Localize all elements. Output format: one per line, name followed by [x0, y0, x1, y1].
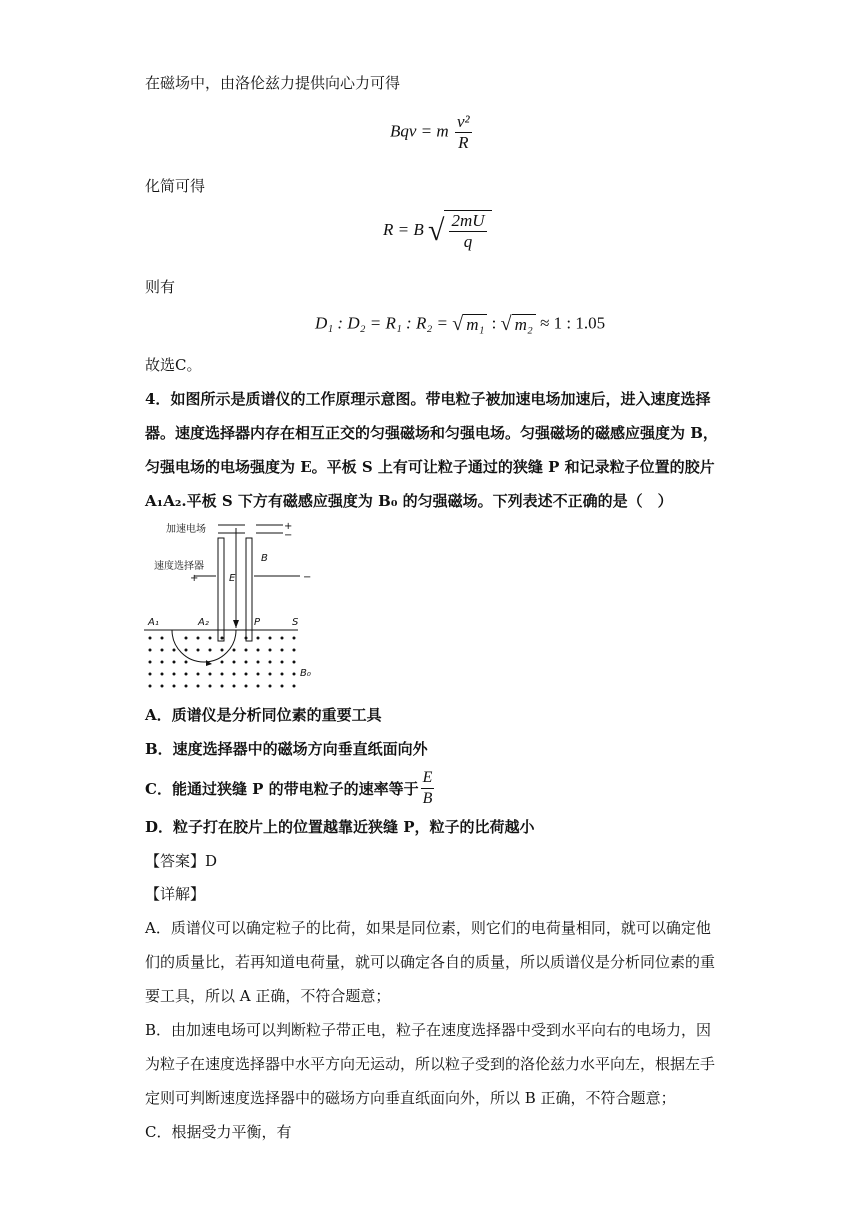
eq3-separator: :: [491, 313, 497, 333]
intro-line: 在磁场中，由洛伦兹力提供向心力可得: [145, 74, 401, 92]
field-dot: [281, 685, 284, 688]
field-dot: [293, 673, 296, 676]
field-dot: [245, 685, 248, 688]
label-B: B: [261, 553, 268, 564]
conclusion-line: 故选C。: [145, 356, 202, 374]
field-dot: [209, 649, 212, 652]
field-dot: [221, 649, 224, 652]
eq3-right: ≈ 1 : 1.05: [540, 313, 606, 333]
label-minus-right: −: [303, 572, 312, 583]
label-plus-top: +: [284, 521, 293, 532]
field-dot: [149, 661, 152, 664]
eq3-left: D₁ : D₂ = R₁ : R₂ =: [315, 313, 448, 333]
eq2-lhs: R = B: [383, 219, 424, 239]
option-c-denominator: B: [422, 790, 433, 807]
option-c: [145, 768, 436, 809]
question-line-2: 器。速度选择器内存在相互正交的匀强磁场和匀强电场。匀强磁场的磁感应强度为 B，: [145, 424, 718, 442]
field-dot: [161, 685, 164, 688]
field-dot: [161, 637, 164, 640]
equation-lorentz: [390, 112, 474, 153]
field-dot: [257, 649, 260, 652]
field-dot: [281, 649, 284, 652]
field-dot: [197, 685, 200, 688]
field-dot: [269, 637, 272, 640]
field-dot: [209, 637, 212, 640]
explanation-line: C．根据受力平衡，有: [145, 1123, 292, 1141]
option-c-text: C．能通过狭缝 P 的带电粒子的速率等于: [145, 780, 419, 798]
field-dot: [245, 661, 248, 664]
eq2-denominator: q: [463, 232, 473, 251]
label-plus-left: +: [190, 573, 199, 584]
mass-spectrometer-diagram: [140, 518, 330, 698]
eq1-numerator: v²: [456, 112, 470, 131]
field-dot: [209, 673, 212, 676]
explanation-line: B．由加速电场可以判断粒子带正电，粒子在速度选择器中受到水平向右的电场力，因: [145, 1021, 712, 1039]
label-E: E: [229, 573, 236, 584]
field-dot: [161, 673, 164, 676]
equation-radius: R = B √ $\frac{2mU}{q}$: [383, 210, 492, 252]
label-A2: A₂: [198, 617, 209, 628]
field-dot: [173, 673, 176, 676]
field-dot: [185, 637, 188, 640]
detail-label: 【详解】: [145, 885, 206, 903]
field-dot: [185, 649, 188, 652]
field-dot: [149, 637, 152, 640]
field-dot: [161, 649, 164, 652]
label-minus-top: −: [284, 530, 293, 541]
explanation-line: 为粒子在速度选择器中水平方向无运动，所以粒子受到的洛伦兹力水平向左，根据左手: [145, 1055, 716, 1073]
field-dot: [281, 661, 284, 664]
field-dot: [185, 685, 188, 688]
eq3-radicand-1: m₁: [463, 314, 487, 335]
option-b: B．速度选择器中的磁场方向垂直纸面向外: [145, 740, 428, 758]
field-dot: [293, 661, 296, 664]
field-dot: [281, 673, 284, 676]
field-dot: [269, 685, 272, 688]
field-dot: [257, 637, 260, 640]
field-dot: [209, 685, 212, 688]
field-dot: [221, 685, 224, 688]
field-dot: [173, 685, 176, 688]
label-P: P: [254, 617, 261, 628]
field-dot: [185, 673, 188, 676]
field-dot: [197, 673, 200, 676]
answer-label: 【答案】D: [145, 852, 218, 870]
field-dot: [149, 673, 152, 676]
field-dot: [245, 649, 248, 652]
label-A1: A₁: [148, 617, 159, 628]
field-dot: [221, 637, 224, 640]
field-dot: [149, 685, 152, 688]
label-accel-field: 加速电场: [166, 524, 206, 535]
field-dot: [173, 661, 176, 664]
field-dot: [269, 673, 272, 676]
field-dot: [293, 649, 296, 652]
field-dot: [161, 661, 164, 664]
eq3-radicand-2: m₂: [512, 314, 536, 335]
explanation-line: 们的质量比，若再知道电荷量，就可以确定各自的质量，所以质谱仪是分析同位素的重: [145, 953, 716, 971]
field-dot: [233, 649, 236, 652]
field-dot: [257, 685, 260, 688]
simplify-line: 化简可得: [145, 177, 206, 195]
field-dot: [281, 637, 284, 640]
question-line-4: A₁A₂.平板 S 下方有磁感应强度为 B₀ 的匀强磁场。下列表述不正确的是（ ）: [145, 492, 673, 510]
field-dot: [197, 649, 200, 652]
field-dot: [293, 637, 296, 640]
field-dot: [197, 637, 200, 640]
eq1-denominator: R: [458, 133, 469, 152]
field-dot: [185, 661, 188, 664]
field-dot: [173, 649, 176, 652]
label-velocity-selector: 速度选择器: [154, 561, 204, 572]
field-dot: [293, 685, 296, 688]
field-dot: [233, 685, 236, 688]
question-line-3: 匀强电场的电场强度为 E。平板 S 上有可让粒子通过的狭缝 P 和记录粒子位置的胶片: [145, 458, 715, 476]
label-S: S: [292, 617, 299, 628]
field-dot: [245, 637, 248, 640]
field-dot: [233, 673, 236, 676]
eq2-numerator: 2mU: [451, 211, 485, 230]
field-dot: [257, 661, 260, 664]
then-line: 则有: [145, 278, 176, 296]
explanation-line: A．质谱仪可以确定粒子的比荷，如果是同位素，则它们的电荷量相同，就可以确定他: [145, 919, 711, 937]
explanation-line: 要工具，所以 A 正确，不符合题意；: [145, 987, 391, 1005]
option-c-numerator: E: [421, 768, 435, 789]
field-dot: [257, 673, 260, 676]
field-dot: [233, 661, 236, 664]
equation-ratio: D₁ : D₂ = R₁ : R₂ = √ m₁ : √ m₂ ≈ 1 : 1.05: [315, 313, 606, 335]
label-B0: B₀: [300, 668, 311, 679]
field-dot: [221, 661, 224, 664]
field-dot: [269, 661, 272, 664]
question-number: 4．: [145, 390, 171, 408]
field-dot: [149, 649, 152, 652]
explanation-line: 定则可判断速度选择器中的磁场方向垂直纸面向外，所以 B 正确，不符合题意；: [145, 1089, 676, 1107]
option-d: D．粒子打在胶片上的位置越靠近狭缝 P，粒子的比荷越小: [145, 818, 535, 836]
option-a: A．质谱仪是分析同位素的重要工具: [145, 706, 382, 724]
eq1-lhs: Bqv = m: [390, 121, 449, 141]
field-dot: [245, 673, 248, 676]
field-dot: [221, 673, 224, 676]
field-dot: [269, 649, 272, 652]
question-line-1: 4．如图所示是质谱仪的工作原理示意图。带电粒子被加速电场加速后，进入速度选择: [145, 390, 711, 408]
